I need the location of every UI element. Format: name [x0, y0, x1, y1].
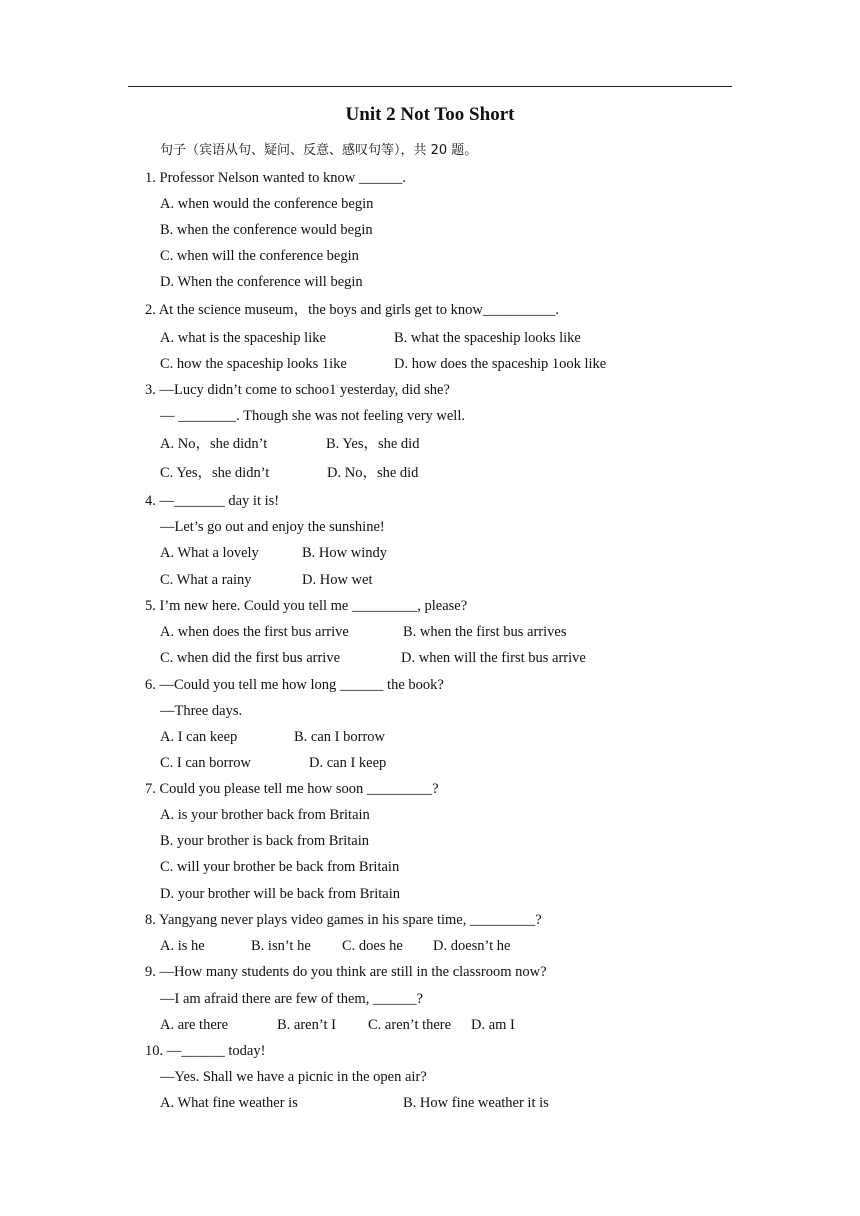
answer-option: B. How windy — [302, 545, 387, 561]
question-stem: 8. Yangyang never plays video games in his spare time, _________? — [145, 912, 542, 928]
answer-option: D. How wet — [302, 572, 373, 588]
question-stem: 5. I’m new here. Could you tell me _________, please? — [145, 598, 468, 614]
answer-option: C. I can borrow — [160, 755, 252, 771]
answer-option: B. your brother is back from Britain — [160, 833, 369, 849]
answer-option: D. can I keep — [309, 755, 387, 771]
answer-option: D. When the conference will begin — [160, 274, 363, 290]
answer-option: C. how the spaceship looks 1ike — [160, 356, 347, 372]
answer-option: A. when does the first bus arrive — [160, 624, 349, 640]
answer-option: B. can I borrow — [294, 729, 386, 745]
answer-option: B. what the spaceship looks like — [394, 330, 581, 346]
question-stem: 3. —Lucy didn’t come to schoo1 yesterday, did she? — [145, 382, 450, 398]
answer-option: A. I can keep — [160, 729, 238, 745]
answer-option: D. how does the spaceship 1ook like — [394, 356, 607, 372]
answer-option: —Let’s go out and enjoy the sunshine! — [160, 519, 385, 535]
answer-option: A. What fine weather is — [160, 1095, 298, 1111]
answer-option: A. What a lovely — [160, 545, 259, 561]
answer-option: —I am afraid there are few of them, ______? — [160, 991, 423, 1007]
question-stem: 10. —______ today! — [145, 1043, 266, 1059]
answer-option: D. doesn’t he — [433, 938, 511, 954]
answer-option: C. Yes，she didn’t — [160, 465, 270, 481]
answer-option: A. is he — [160, 938, 205, 954]
answer-option: A. when would the conference begin — [160, 196, 374, 212]
question-stem: 7. Could you please tell me how soon _________? — [145, 781, 439, 797]
question-stem: 1. Professor Nelson wanted to know ______. — [145, 170, 406, 186]
answer-option: C. when did the first bus arrive — [160, 650, 341, 666]
question-stem: 2. At the science museum，the boys and girls get to know__________. — [145, 302, 560, 318]
question-stem: 9. —How many students do you think are still in the classroom now? — [145, 964, 547, 980]
answer-option: D. when will the first bus arrive — [401, 650, 586, 666]
page-title: Unit 2 Not Too Short — [345, 104, 515, 125]
answer-option: C. aren’t there — [368, 1017, 452, 1033]
answer-option: B. How fine weather it is — [403, 1095, 549, 1111]
answer-option: B. Yes，she did — [326, 436, 420, 452]
section-intro: 句子（宾语从句、疑问、反意、感叹句等），共 20 题。 — [160, 143, 478, 158]
answer-option: —Three days. — [160, 703, 243, 719]
answer-option: D. No，she did — [327, 465, 419, 481]
answer-option: A. what is the spaceship like — [160, 330, 326, 346]
answer-option: D. am I — [471, 1017, 515, 1033]
answer-option: C. What a rainy — [160, 572, 252, 588]
answer-option: B. when the conference would begin — [160, 222, 373, 238]
answer-option: B. when the first bus arrives — [403, 624, 567, 640]
answer-option: C. when will the conference begin — [160, 248, 359, 264]
question-stem: 4. —_______ day it is! — [145, 493, 280, 509]
answer-option: —Yes. Shall we have a picnic in the open air? — [160, 1069, 427, 1085]
header-rule — [128, 86, 732, 87]
answer-option: A. are there — [160, 1017, 229, 1033]
answer-option: A. is your brother back from Britain — [160, 807, 370, 823]
answer-option: B. isn’t he — [251, 938, 311, 954]
question-stem: 6. —Could you tell me how long ______ the book? — [145, 677, 444, 693]
answer-option: C. will your brother be back from Britain — [160, 859, 400, 875]
answer-option: A. No，she didn’t — [160, 436, 268, 452]
answer-option: C. does he — [342, 938, 403, 954]
answer-option: — ________. Though she was not feeling very well. — [160, 408, 465, 424]
answer-option: D. your brother will be back from Britain — [160, 886, 400, 902]
answer-option: B. aren’t I — [277, 1017, 336, 1033]
